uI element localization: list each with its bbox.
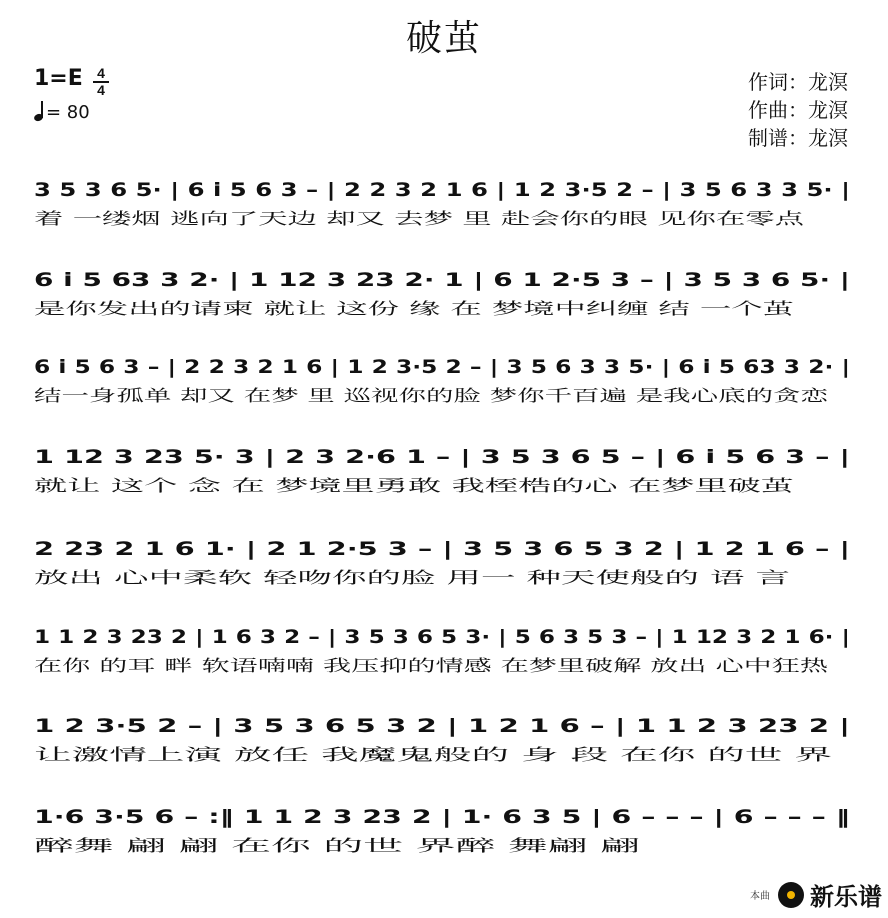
score-line-3 [0,345,888,415]
song-title: 破茧 [405,18,482,59]
line-6-lyrics: 在你 的耳 畔 软语喃喃 我压抑的情感 在梦里破解 放出 心中狂热 [34,656,830,675]
line-4-lyrics: 就让 这个 念 在 梦境里勇敢 我桎梏的心 在梦里破茧 [34,476,794,495]
record-disc-icon [778,882,804,908]
line-1-notes: 3 5 3 6 5· | 6 i 5 6 3 – | 2 2 3 2 1 6 | 1 2 3·5 2 – | 3 5 6 3 3 5· | [34,179,850,201]
credits [748,68,848,152]
credit-composer: 作曲：龙溟 [748,98,848,122]
credit-lyricist: 作词：龙溟 [748,70,848,94]
line-2-lyrics: 是你发出的请柬 就让 这份 缘 在 梦境中纠缠 结 一个茧 [34,299,794,318]
line-1-lyrics: 着 一缕烟 逃向了天边 却又 去梦 里 赴会你的眼 见你在零点 [34,209,806,228]
line-3-lyrics: 结一身孤单 却又 在梦 里 巡视你的脸 梦你千百遍 是我心底的贪恋 [34,386,830,405]
score-line-6 [0,615,888,685]
line-3-notes: 6 i 5 6 3 – | 2 2 3 2 1 6 | 1 2 3·5 2 – | 3 5 6 3 3 5· | 6 i 5 63 3 2· | [34,356,850,378]
line-4-notes: 1 12 3 23 5· 3 | 2 3 2·6 1 – | 3 5 3 6 5 – | 6 i 5 6 3 – | [34,446,850,468]
line-7-lyrics: 让激情上演 放任 我魔鬼般的 身 段 在你 的世 界 [34,745,832,764]
score-line-1 [0,168,888,238]
time-signature [92,66,110,98]
line-8-notes: 1·6 3·5 6 – :‖ 1 1 2 3 23 2 | 1· 6 3 5 | 6 – – – | 6 – – – ‖ [34,806,850,828]
score-line-5 [0,527,888,597]
key-signature: 1=E [34,66,83,91]
line-2-notes: 6 i 5 63 3 2· | 1 12 3 23 2· 1 | 6 1 2·5 3 – | 3 5 3 6 5· | [34,269,850,291]
line-7-notes: 1 2 3·5 2 – | 3 5 3 6 5 3 2 | 1 2 1 6 – | 1 1 2 3 23 2 | [34,715,850,737]
score-line-2 [0,258,888,328]
quarter-note-icon [34,99,46,121]
line-5-lyrics: 放出 心中柔软 轻吻你的脸 用一 种天使般的 语 言 [34,568,790,587]
line-6-notes: 1 1 2 3 23 2 | 1 6 3 2 – | 3 5 3 6 5 3· | 5 6 3 5 3 – | 1 12 3 2 1 6· | [34,626,850,648]
line-5-notes: 2 23 2 1 6 1· | 2 1 2·5 3 – | 3 5 3 6 5 3 2 | 1 2 1 6 – | [34,538,850,560]
tempo-value: = 80 [46,102,90,123]
time-signature-bottom: 4 [97,82,105,98]
brand-name: 新乐谱 [810,883,882,911]
tempo-marking [34,99,90,123]
credit-transcriber: 制谱：龙溟 [748,126,848,150]
score-line-8 [0,795,888,865]
footer-small-text: 本曲 [750,891,770,902]
line-8-lyrics: 醉舞 翩 翩 在你 的世 界醉 舞翩 翩 [34,836,640,855]
score-line-7 [0,704,888,774]
score-line-4 [0,435,888,505]
footer-logo [750,877,882,912]
time-signature-top: 4 [97,65,105,81]
